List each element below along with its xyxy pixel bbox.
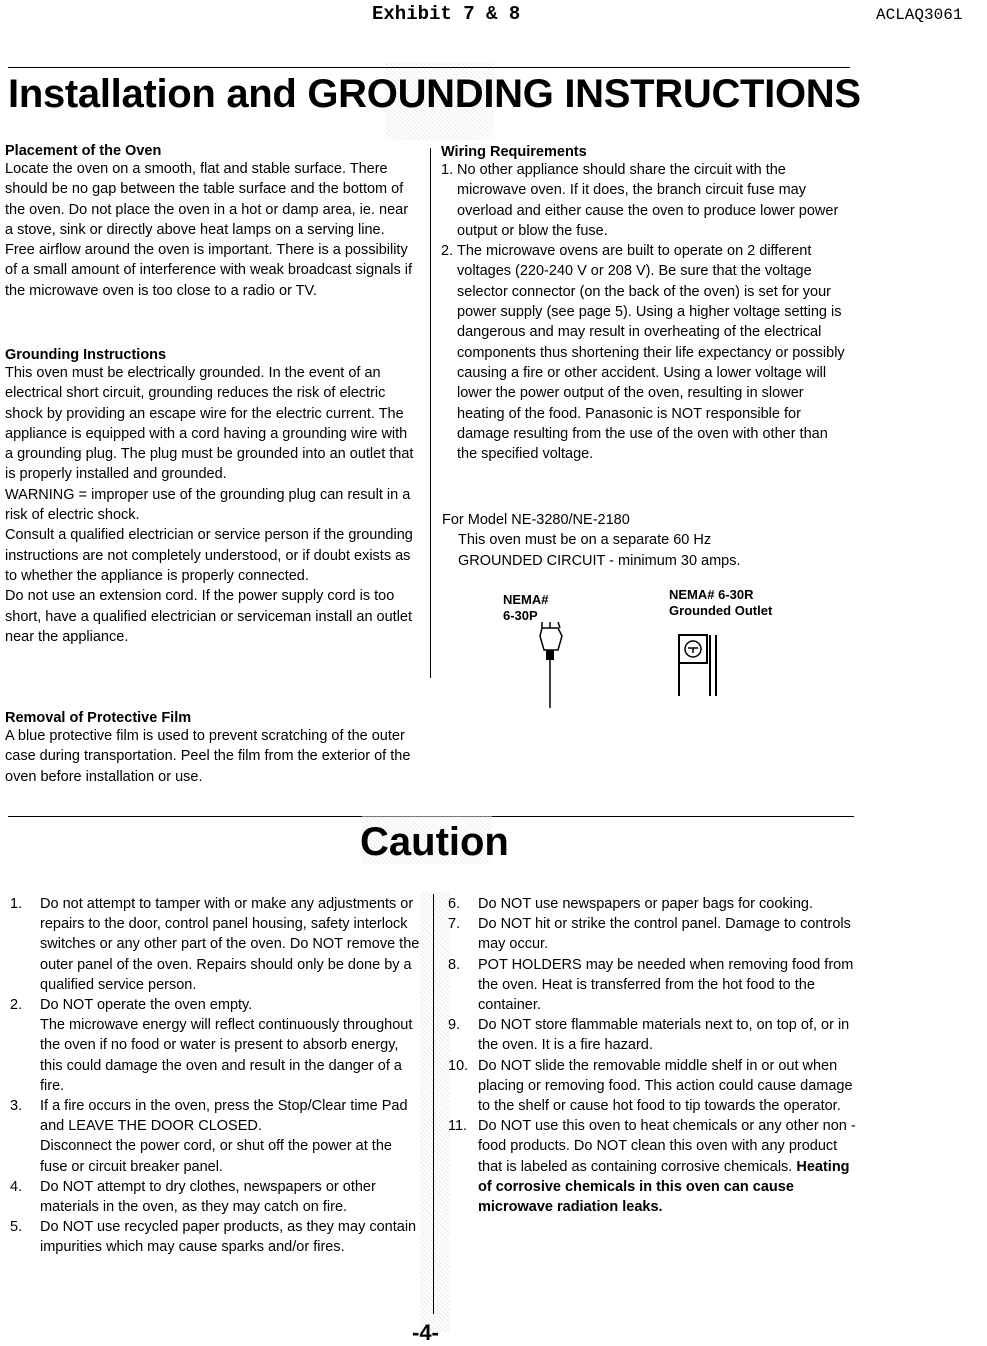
wiring-heading: Wiring Requirements (441, 144, 587, 160)
caution-item: 8. POT HOLDERS may be needed when removing food from the oven. Heat is transferred from the hot food to the container. (448, 956, 854, 1014)
caution-item: 9. Do NOT store flammable materials next to, on top of, or in the oven. It is a fire hazard. (448, 1017, 850, 1054)
placement-section (5, 143, 417, 301)
document-code: ACLAQ3061 (876, 6, 963, 24)
placement-text: Locate the oven on a smooth, flat and stable surface. There should be no gap between the table surface and the bottom of the oven. Do not place the oven in a hot or damp area, ie. near a stove, sink or directly above heat lamps on a serving line. Free airflow around the oven is important. There is a possibility of a small amount of interference with weak broadcast signals if the microwave oven is too close to a radio or TV. (5, 161, 413, 299)
outlet-icon (676, 632, 722, 696)
wiring-section (441, 144, 851, 464)
grounding-text-2: Consult a qualified electrician or service person if the grounding instructions are not completely understood, or if doubt exists as to whether the appliance is properly connected. (5, 527, 413, 584)
grounding-warning: WARNING = improper use of the grounding plug can result in a risk of electric shock. (5, 486, 411, 524)
plug-icon (532, 622, 572, 708)
circuit-requirements (442, 510, 842, 571)
grounding-text-3: Do not use an extension cord. If the power supply cord is too short, have a qualified electrician or serviceman install an outlet near the appliance. (5, 588, 413, 645)
caution-item: 7. Do NOT hit or strike the control panel. Damage to controls may occur. (448, 916, 851, 953)
caution-item: 1. Do not attempt to tamper with or make any adjustments or repairs to the door, control panel housing, safety interlock switches or any other part of the oven. Do NOT remove the outer panel of the oven. Repairs should only be done by a qualified service person. (10, 896, 420, 993)
exhibit-label: Exhibit 7 & 8 (372, 3, 521, 25)
circuit-line-2: GROUNDED CIRCUIT - minimum 30 amps. (458, 552, 741, 569)
caution-left-list (10, 894, 422, 1258)
circuit-line-1: This oven must be on a separate 60 Hz (458, 532, 712, 549)
caution-item: 5. Do NOT use recycled paper products, as they may contain impurities which may cause sparks and/or fires. (10, 1219, 417, 1256)
film-heading: Removal of Protective Film (5, 710, 192, 726)
page-title: Installation and GROUNDING INSTRUCTIONS (8, 72, 861, 116)
wiring-item: 2. The microwave ovens are built to operate on 2 different voltages (220-240 V or 208 V). Be sure that the voltage selector connector (on the back of the oven) is set for your power supply (see page 5). Using a higher voltage setting is dangerous and may result in overheating of the electrical components thus shortening their life expectancy or possibly causing a fire or other accident. Using a lower voltage will lower the power output of the oven, resulting in slower heating of the food. Panasonic is NOT responsible for damage resulting from the use of the oven with other than the specified voltage. (441, 243, 845, 463)
caution-item: 10. Do NOT slide the removable middle shelf in or out when placing or removing food. This action could cause damage to the shelf or cause hot food to tip towards the operator. (448, 1057, 853, 1115)
caution-divider (433, 894, 434, 1314)
top-rule (8, 67, 850, 68)
grounding-section (5, 347, 417, 647)
caution-item: 6. Do NOT use newspapers or paper bags for cooking. (448, 896, 814, 912)
grounding-text-1: This oven must be electrically grounded. In the event of an electrical short circuit, grounding reduces the risk of electric shock by providing an escape wire for the electric current. The appliance is equipped with a cord having a grounding wire with a grounding plug. The plug must be grounded into an outlet that is properly installed and grounded. (5, 365, 414, 483)
caution-item: 3. If a fire occurs in the oven, press the Stop/Clear time Pad and LEAVE THE DOOR CLOSED. Disconnect the power cord, or shut off the power at the fuse or circuit breaker panel. (10, 1098, 408, 1175)
outlet-label: NEMA# 6-30R Grounded Outlet (669, 587, 773, 618)
film-text: A blue protective film is used to prevent scratching of the outer case during transportation. Peel the film from the exterior of the oven before installation or use. (5, 728, 411, 785)
caution-item: 2. Do NOT operate the oven empty. The microwave energy will reflect continuously throughout the oven if no food or water is present to absorb energy, this could damage the oven and result in the danger of a fire. (10, 997, 413, 1094)
placement-heading: Placement of the Oven (5, 143, 162, 159)
scan-shading (420, 892, 450, 1332)
wiring-item: 1. No other appliance should share the circuit with the microwave oven. If it does, the branch circuit fuse may overload and either cause the oven to produce lower power output or blow the fuse. (441, 162, 839, 239)
page-number: -4- (412, 1320, 439, 1345)
film-section (5, 710, 417, 787)
model-line: For Model NE-3280/NE-2180 (442, 512, 630, 528)
caution-item: 4. Do NOT attempt to dry clothes, newspapers or other materials in the oven, as they may catch on fire. (10, 1178, 376, 1216)
caution-title: Caution (360, 820, 509, 864)
caution-item: 11. Do NOT use this oven to heat chemicals or any other non - food products. Do NOT clean this oven with any product that is labeled as containing corrosive chemicals. Heating of corrosive chemicals in this oven can cause microwave radiation leaks. (448, 1118, 856, 1216)
caution-right-list (448, 894, 856, 1217)
column-divider (430, 148, 431, 678)
grounding-heading: Grounding Instructions (5, 347, 167, 363)
plug-label: NEMA# 6-30P (503, 592, 549, 623)
